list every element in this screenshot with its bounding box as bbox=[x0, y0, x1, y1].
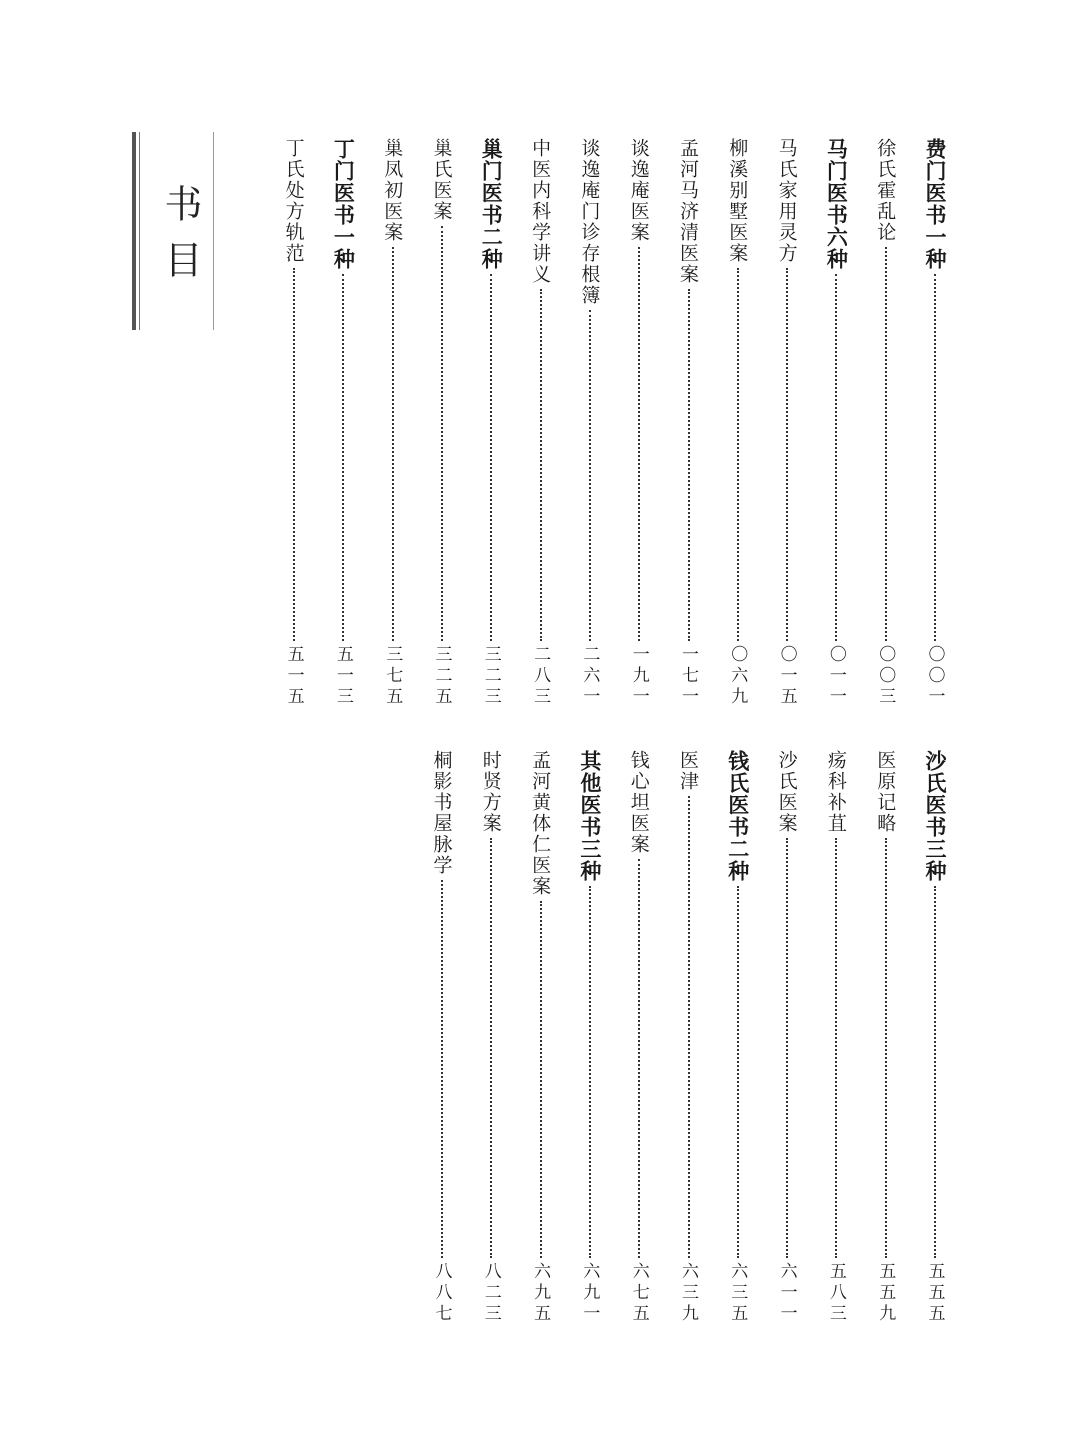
toc-entry[interactable] bbox=[669, 750, 709, 1325]
toc-section-title: 马门医书六种 bbox=[824, 138, 850, 270]
header-rule-thin-right bbox=[213, 132, 214, 330]
toc-page-number: 〇一五 bbox=[776, 645, 797, 708]
toc-entry[interactable] bbox=[816, 138, 856, 708]
toc-entry-title: 孟河黄体仁医案 bbox=[529, 750, 552, 897]
toc-section-title: 丁门医书一种 bbox=[331, 138, 357, 270]
toc-entry[interactable] bbox=[718, 750, 758, 1325]
toc-leader-dots bbox=[885, 247, 887, 641]
toc-entry-title: 钱心坦医案 bbox=[627, 750, 650, 855]
toc-entry[interactable] bbox=[718, 138, 758, 708]
toc-entry[interactable] bbox=[866, 750, 906, 1325]
toc-entry-title: 疡科补苴 bbox=[824, 750, 847, 834]
toc-entry[interactable] bbox=[422, 750, 462, 1325]
toc-entry[interactable] bbox=[373, 138, 413, 708]
toc-entry[interactable] bbox=[471, 750, 511, 1325]
toc-entry-title: 谈逸庵门诊存根簿 bbox=[578, 138, 601, 306]
toc-page-number: 〇一一 bbox=[825, 645, 846, 708]
toc-entry[interactable] bbox=[570, 750, 610, 1325]
toc-entry-title: 医原记略 bbox=[874, 750, 897, 834]
toc-entry-title: 徐氏霍乱论 bbox=[874, 138, 897, 243]
toc-page-number: 六九五 bbox=[530, 1262, 551, 1325]
toc-leader-dots bbox=[638, 859, 640, 1258]
section-header bbox=[130, 132, 216, 330]
toc-entry-title: 沙氏医案 bbox=[775, 750, 798, 834]
toc-entry[interactable] bbox=[866, 138, 906, 708]
toc-entry-title: 柳溪别墅医案 bbox=[726, 138, 749, 264]
toc-page-number: 五五九 bbox=[875, 1262, 896, 1325]
toc-entry-title: 孟河马济清医案 bbox=[677, 138, 699, 285]
toc-entry[interactable] bbox=[915, 138, 955, 708]
toc-entry[interactable] bbox=[619, 750, 659, 1325]
header-rule-thin bbox=[139, 132, 140, 330]
toc-page-number: 二六一 bbox=[579, 645, 600, 708]
toc-page-number: 一七一 bbox=[678, 645, 698, 708]
toc-entry-title: 丁氏处方轨范 bbox=[282, 138, 305, 264]
toc-entry[interactable] bbox=[570, 138, 610, 708]
toc-leader-dots bbox=[392, 247, 394, 641]
toc-leader-dots bbox=[688, 289, 690, 641]
toc-entry-title: 巢凤初医案 bbox=[381, 138, 404, 243]
toc-leader-dots bbox=[589, 310, 591, 641]
toc-section-title: 费门医书一种 bbox=[923, 138, 948, 270]
toc-entry[interactable] bbox=[619, 138, 659, 708]
toc-leader-dots bbox=[540, 901, 542, 1258]
toc-entry[interactable] bbox=[669, 138, 709, 708]
toc-leader-dots bbox=[342, 274, 344, 641]
toc-page-number: 五一五 bbox=[283, 645, 304, 708]
toc-section-title: 巢门医书二种 bbox=[479, 138, 505, 270]
toc-page-number: 六七五 bbox=[628, 1262, 649, 1325]
toc-section-title: 其他医书三种 bbox=[577, 750, 603, 882]
toc-page-number: 五八三 bbox=[825, 1262, 846, 1325]
toc-leader-dots bbox=[589, 886, 591, 1258]
toc-leader-dots bbox=[540, 289, 542, 641]
toc-page-number: 〇六九 bbox=[727, 645, 748, 708]
toc-leader-dots bbox=[441, 226, 443, 641]
toc-leader-dots bbox=[737, 268, 739, 641]
toc-leader-dots bbox=[786, 838, 788, 1258]
toc-page-number: 六三五 bbox=[727, 1262, 748, 1325]
toc-entry[interactable] bbox=[521, 138, 561, 708]
toc-leader-dots bbox=[934, 274, 936, 641]
toc-leader-dots bbox=[737, 886, 739, 1258]
toc-leader-dots bbox=[293, 268, 295, 641]
toc-leader-dots bbox=[934, 886, 936, 1258]
toc-page-number: 〇〇一 bbox=[924, 645, 945, 708]
toc-leader-dots bbox=[688, 796, 690, 1258]
toc-page-number: 三二三 bbox=[480, 645, 501, 708]
toc-leader-dots bbox=[786, 268, 788, 641]
toc-entry[interactable] bbox=[767, 138, 807, 708]
toc-leader-dots bbox=[638, 247, 640, 641]
toc-page-number: 六三九 bbox=[678, 1262, 698, 1325]
toc-page-number: 八二三 bbox=[480, 1262, 501, 1325]
toc-entry[interactable] bbox=[422, 138, 462, 708]
toc-entry[interactable] bbox=[323, 138, 363, 708]
toc-entry[interactable] bbox=[521, 750, 561, 1325]
toc-leader-dots bbox=[835, 838, 837, 1258]
toc-leader-dots bbox=[835, 274, 837, 641]
toc-page-number: 五一三 bbox=[332, 645, 353, 708]
toc-entry-title: 马氏家用灵方 bbox=[775, 138, 798, 264]
toc-page-number: 八八七 bbox=[431, 1262, 452, 1325]
toc-entry[interactable] bbox=[915, 750, 955, 1325]
toc-entry-title: 桐影书屋脉学 bbox=[430, 750, 453, 876]
toc-leader-dots bbox=[885, 838, 887, 1258]
toc-entry[interactable] bbox=[471, 138, 511, 708]
header-rule-thick bbox=[132, 132, 136, 330]
toc-leader-dots bbox=[441, 880, 443, 1258]
toc-page-number: 二八三 bbox=[530, 645, 551, 708]
toc-section-title: 沙氏医书三种 bbox=[923, 750, 948, 882]
toc-page-number: 一九一 bbox=[628, 645, 649, 708]
toc-entry[interactable] bbox=[816, 750, 856, 1325]
toc-entry-title: 中医内科学讲义 bbox=[529, 138, 552, 285]
toc-section-title: 钱氏医书二种 bbox=[725, 750, 751, 882]
toc-entry[interactable] bbox=[767, 750, 807, 1325]
toc-page-number: 六九一 bbox=[579, 1262, 600, 1325]
section-title: 书目 bbox=[158, 184, 202, 296]
toc-entry-title: 谈逸庵医案 bbox=[627, 138, 650, 243]
toc-entry-title: 医津 bbox=[677, 750, 699, 792]
toc-entry-title: 时贤方案 bbox=[479, 750, 502, 834]
toc-page-number: 三七五 bbox=[382, 645, 403, 708]
toc-leader-dots bbox=[490, 274, 492, 641]
toc-leader-dots bbox=[490, 838, 492, 1258]
toc-page-number: 六一一 bbox=[776, 1262, 797, 1325]
toc-entry-title: 巢氏医案 bbox=[430, 138, 453, 222]
toc-page-number: 〇〇三 bbox=[875, 645, 896, 708]
toc-page-number: 五五五 bbox=[924, 1262, 945, 1325]
toc-entry[interactable] bbox=[274, 138, 314, 708]
toc-page-number: 三二五 bbox=[431, 645, 452, 708]
